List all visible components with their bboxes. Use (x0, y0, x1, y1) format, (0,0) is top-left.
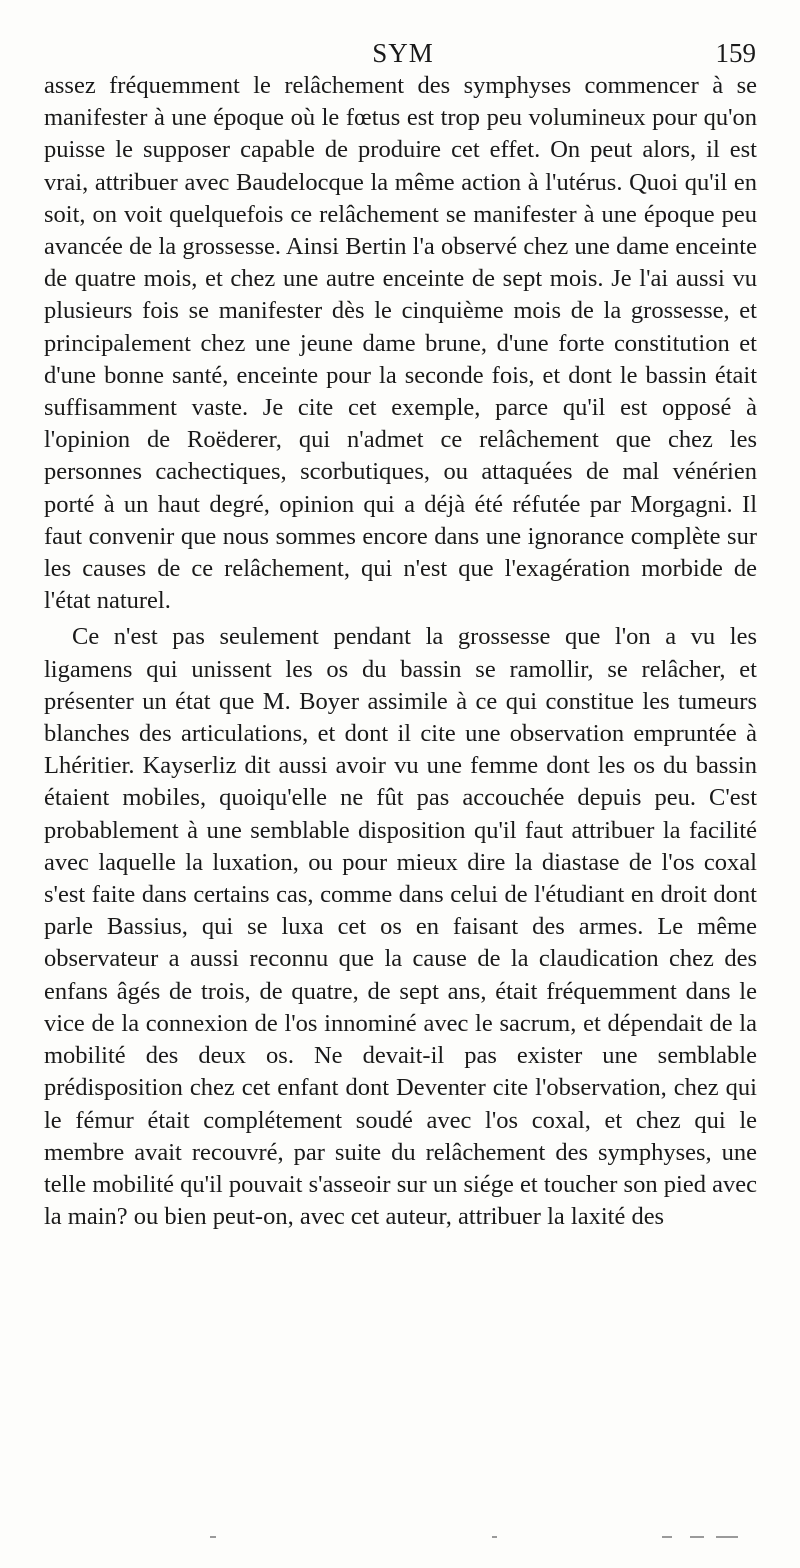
running-head (44, 38, 762, 68)
print-speck (210, 1536, 216, 1538)
body-text (44, 70, 757, 1233)
print-speck (690, 1536, 704, 1538)
paragraph: assez fréquemment le relâchement des symphyses commencer à se manifester à une époque où le fœtus est trop peu volumineux pour qu'on puisse le supposer capable de produire cet effet. On peut alors, il est vrai, attribuer avec Baudelocque la même action à l'utérus. Quoi qu'il en soit, on voit quelquefois ce relâchement se manifester à une époque peu avancée de la grossesse. Ainsi Bertin l'a observé chez une dame enceinte de quatre mois, et chez une autre enceinte de sept mois. Je l'ai aussi vu plusieurs fois se manifester dès le cinquième mois de la grossesse, et principalement chez une jeune dame brune, d'une forte constitution et d'une bonne santé, enceinte pour la seconde fois, et dont le bassin était suffisamment vaste. Je cite cet exemple, parce qu'il est opposé à l'opinion de Roëderer, qui n'admet ce relâchement que chez les personnes cachectiques, scorbutiques, ou attaquées de mal vénérien porté à un haut degré, opinion qui a déjà été réfutée par Morgagni. Il faut convenir que nous sommes encore dans une ignorance complète sur les causes de ce relâchement, qui n'est que l'exagération morbide de l'état naturel. (44, 72, 757, 615)
paragraph: Ce n'est pas seulement pendant la grossesse que l'on a vu les ligamens qui unissent les os du bassin se ramollir, se relâcher, et présenter un état que M. Boyer assimile à ce qui constitue les tumeurs blanches des articulations, et dont il cite une observation empruntée à Lhéritier. Kayserliz dit aussi avoir vu une femme dont les os du bassin étaient mobiles, quoiqu'elle ne fût pas accouchée depuis peu. C'est probablement à une semblable disposition qu'il faut attribuer la facilité avec laquelle la luxation, ou pour mieux dire la diastase de l'os coxal s'est faite dans certains cas, comme dans celui de l'étudiant en droit dont parle Bassius, qui se luxa cet os en faisant des armes. Le même observateur a aussi reconnu que la cause de la claudication chez des enfans âgés de trois, de quatre, de sept ans, était fréquemment dans le vice de la connexion de l'os innominé avec le sacrum, et dépendait de la mobilité des deux os. Ne devait-il pas exister une semblable prédisposition chez cet enfant dont Deventer cite l'observation, chez qui le fémur était complétement soudé avec l'os coxal, et chez qui le membre avait recouvré, par suite du relâchement des symphyses, une telle mobilité qu'il pouvait s'asseoir sur un siége et toucher son pied avec la main? ou bien peut-on, avec cet auteur, attribuer la laxité des (44, 623, 757, 1231)
page-number: 159 (715, 38, 756, 68)
print-specks (0, 1536, 800, 1550)
running-title: SYM (372, 38, 434, 68)
print-speck (662, 1536, 672, 1538)
print-speck (716, 1536, 738, 1538)
print-speck (492, 1536, 497, 1538)
